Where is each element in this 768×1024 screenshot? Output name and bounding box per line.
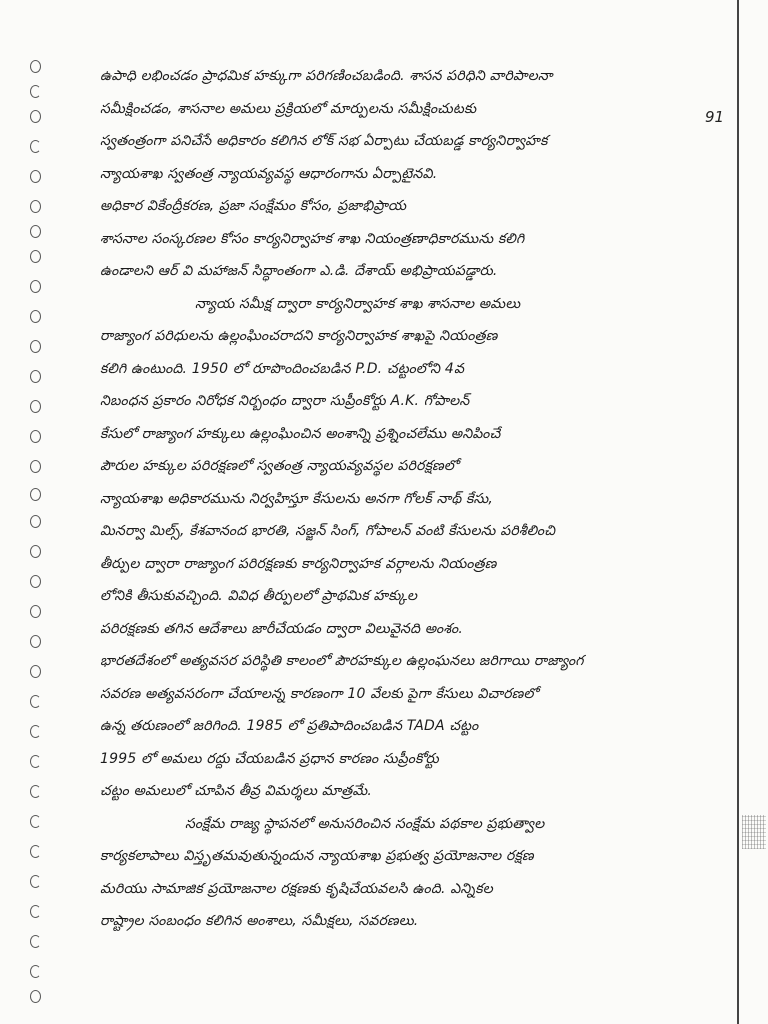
binding-hole [30,990,41,1003]
text-line: 1995 లో అమలు రద్దు చేయబడిన ప్రధాన కారణం సుప్రీంకోర్టు [100,750,439,767]
binding-hole [30,635,41,648]
text-line: స్వతంత్రంగా పనిచేసే అధికారం కలిగిన లోక్ సభ ఏర్పాటు చేయబడ్డ కార్యనిర్వాహక [100,133,548,149]
binding-hole [30,875,41,888]
margin-note: 91 [705,108,725,126]
text-line: నిబంధన ప్రకారం నిరోధక నిర్బంధం ద్వారా సుప్రీంకోర్టు A.K. గోపాలన్ [100,393,470,409]
text-line: మినర్వా మిల్స్, కేశవానంద భారతి, సజ్జన్ సింగ్, గోపాలన్ వంటి కేసులను పరిశీలించి [100,523,556,539]
text-line: ఉన్న తరుణంలో జరిగింది. 1985 లో ప్రతిపాదించబడిన TADA చట్టం [100,718,479,734]
text-line: న్యాయశాఖ స్వతంత్ర న్యాయవ్యవస్థ ఆధారంగాను ఏర్పాటైనవి. [100,165,438,182]
binding-hole [30,370,41,383]
binding-hole [30,665,41,678]
text-line: శాసనాల సంస్కరణల కోసం కార్యనిర్వాహక శాఖ నియంత్రణాధికారమును కలిగి [100,230,525,247]
binding-hole [30,430,41,443]
text-line: లోనికి తీసుకువచ్చింది. వివిధ తీర్పులలో ప్రాథమిక హక్కుల [100,588,418,604]
text-line: సమీక్షించడం, శాసనాల అమలు ప్రక్రియలో మార్పులను సమీక్షించుటకు [100,100,477,117]
page-edge [737,0,739,1024]
text-line: కార్యకలాపాలు విస్తృతమవుతున్నందున న్యాయశాఖ ప్రభుత్వ ప్రయోజనాల రక్షణ [100,848,534,864]
binding-hole [30,140,41,153]
binding-hole [30,280,41,293]
text-line: చట్టం అమలులో చూపిన తీవ్ర విమర్శలు మాత్రమే. [100,783,373,799]
binding-hole [30,250,41,263]
binding-hole [30,905,41,918]
binding-holes [22,40,52,1010]
binding-hole [30,755,41,768]
text-line: అధికార వికేంద్రీకరణ, ప్రజా సంక్షేమం కోసం, ప్రజాభిప్రాయ [100,198,407,214]
binding-hole [30,545,41,558]
text-line: సంక్షేమ రాజ్య స్థాపనలో అనుసరించిన సంక్షేమ పథకాల ప్రభుత్వాల [185,815,545,832]
binding-hole [30,785,41,798]
binding-hole [30,935,41,948]
text-line: న్యాయశాఖ అధికారమును నిర్వహిస్తూ కేసులను అనగా గోలక్ నాథ్ కేసు, [100,490,494,507]
binding-hole [30,695,41,708]
binding-hole [30,60,41,73]
text-line: రాజ్యాంగ పరిధులను ఉల్లంఘించరాదని కార్యనిర్వాహక శాఖపై నియంత్రణ [100,328,498,344]
text-line: రాష్ట్రాల సంబంధం కలిగిన అంశాలు, సమీక్షలు, సవరణలు. [100,913,419,929]
binding-hole [30,488,41,501]
text-line: కలిగి ఉంటుంది. 1950 లో రూపొందించబడిన P.D. చట్టంలోని 4వ [100,360,465,377]
binding-hole [30,815,41,828]
binding-hole [30,170,41,183]
scan-artifact [742,815,766,849]
text-line: ఉపాధి లభించడం ప్రాధమిక హక్కుగా పరిగణించబడింది. శాసన పరిధిని వారిపాలనా [100,68,553,84]
binding-hole [30,340,41,353]
text-line: మరియు సామాజిక ప్రయోజనాల రక్షణకు కృషిచేయవలసి ఉంది. ఎన్నికల [100,880,493,897]
binding-hole [30,575,41,588]
text-line: తీర్పుల ద్వారా రాజ్యాంగ పరిరక్షణకు కార్యనిర్వాహక వర్గాలను నియంత్రణ [100,555,497,572]
binding-hole [30,725,41,738]
text-line: భారతదేశంలో అత్యవసర పరిస్థితి కాలంలో పౌరహక్కుల ఉల్లంఘనలు జరిగాయి రాజ్యాంగ [100,653,584,669]
text-line: కేసులో రాజ్యాంగ హక్కులు ఉల్లంఘించిన అంశాన్ని ప్రశ్నించలేము అనిపించే [100,425,501,442]
binding-hole [30,200,41,213]
binding-hole [30,460,41,473]
binding-hole [30,225,41,238]
binding-hole [30,400,41,413]
binding-hole [30,845,41,858]
text-line: సవరణ అత్యవసరంగా చేయాలన్న కారణంగా 10 వేలకు పైగా కేసులు విచారణలో [100,685,539,702]
handwritten-text [100,60,735,938]
text-line: న్యాయ సమీక్ష ద్వారా కార్యనిర్వాహక శాఖ శాసనాల అమలు [195,295,521,312]
text-line: పౌరుల హక్కుల పరిరక్షణలో స్వతంత్ర న్యాయవ్యవస్థల పరిరక్షణలో [100,458,459,474]
binding-hole [30,965,41,978]
text-line: ఉండాలని ఆర్ వి మహాజన్ సిద్ధాంతంగా ఎ.డి. దేశాయ్ అభిప్రాయపడ్డారు. [100,263,498,279]
binding-hole [30,85,41,98]
binding-hole [30,605,41,618]
binding-hole [30,515,41,528]
binding-hole [30,310,41,323]
text-line: పరిరక్షణకు తగిన ఆదేశాలు జారీచేయడం ద్వారా విలువైనది అంశం. [100,620,464,637]
binding-hole [30,110,41,123]
